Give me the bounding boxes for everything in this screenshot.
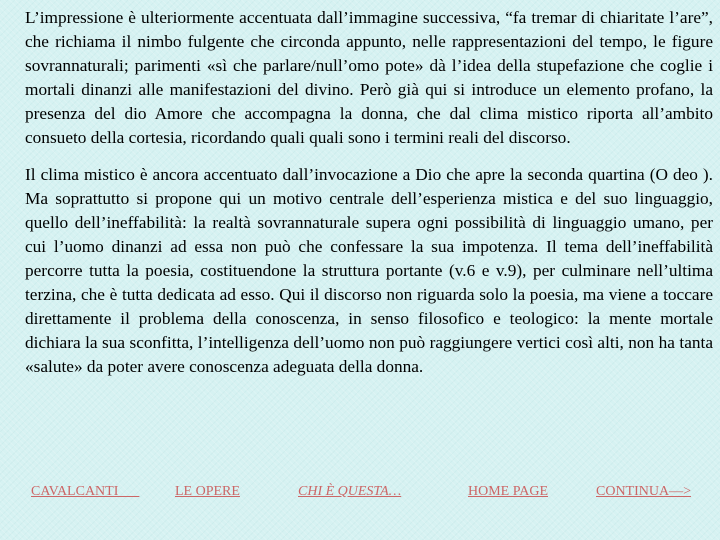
bottom-navigation	[0, 484, 720, 506]
link-cavalcanti[interactable]: CAVALCANTI	[31, 484, 140, 499]
link-continua[interactable]: CONTINUA—>	[596, 484, 691, 499]
link-chi-e-questa[interactable]: CHI È QUESTA…	[298, 484, 402, 499]
paragraph-2: Il clima mistico è ancora accentuato dall’invocazione a Dio che apre la seconda quartina (O deo ). Ma soprattutto si propone qui un motivo centrale dell’esperienza mistica e del suo linguaggio, quello dell’ineffabilità: la realtà sovrannaturale supera ogni possibilità di linguaggio umano, per cui l’uomo dinanzi ad essa non può che confessare la sua impotenza. Il tema dell’ineffabilità percorre tutta la poesia, costituendone la struttura portante (v.6 e v.9), per culminare nell’ultima terzina, che è tutta dedicata ad esso. Qui il discorso non riguarda solo la poesia, ma viene a toccare direttamente il problema della conoscenza, in senso filosofico e teologico: la mente mortale dichiara la sua sconfitta, l’intelligenza dell’uomo non può raggiungere vertici così alti, non ha tanta «salute» da poter avere conoscenza adeguata della donna.	[25, 165, 713, 376]
paragraph-1: L’impressione è ulteriormente accentuata dall’immagine successiva, “fa tremar di chiaritate l’are”, che richiama il nimbo fulgente che circonda appunto, nelle rappresentazioni del tempo, le figure sovrannaturali; parimenti «sì che parlare/null’omo pote» dà l’idea della stupefazione che coglie i mortali dinanzi alle manifestazioni del divino. Però già qui si introduce un elemento profano, la presenza del dio Amore che accompagna la donna, che dal clima mistico riporta all’ambito consueto della cortesia, ricordando quali quali sono i termini reali del discorso.	[25, 8, 713, 147]
link-le-opere[interactable]: LE OPERE	[175, 484, 240, 499]
link-home-page[interactable]: HOME PAGE	[468, 484, 548, 499]
main-text	[25, 6, 713, 379]
